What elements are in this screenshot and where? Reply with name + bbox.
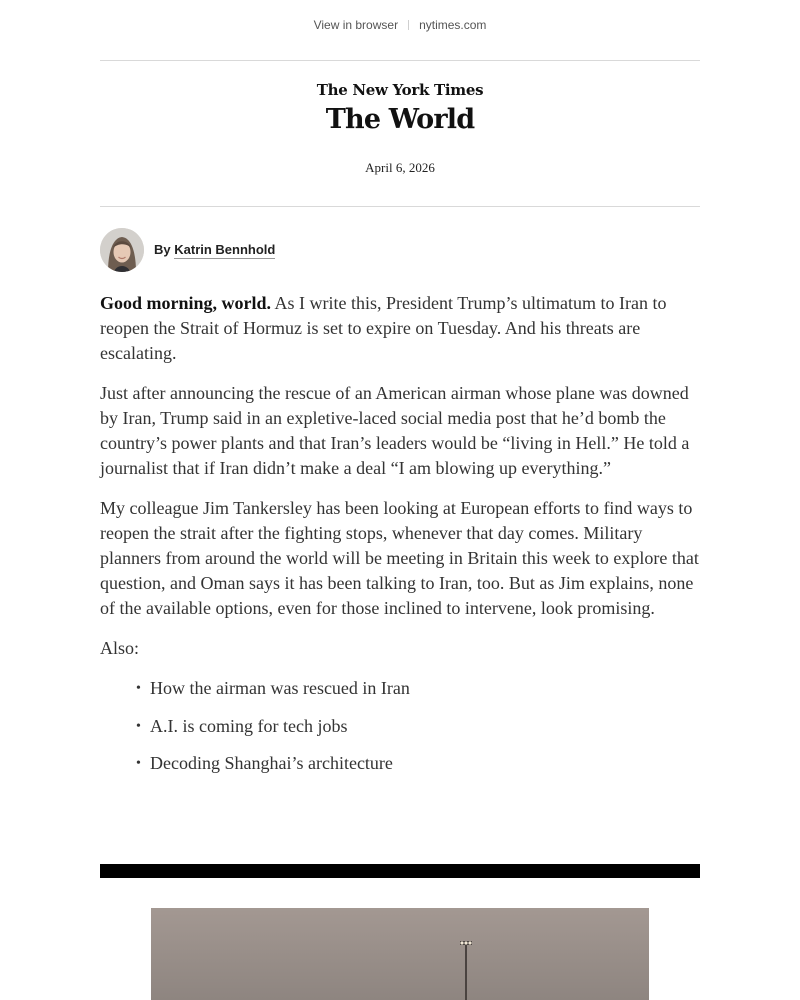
link-shanghai-architecture[interactable]: Decoding Shanghai’s architecture (150, 753, 393, 773)
byline (100, 227, 275, 272)
list-item (136, 751, 700, 776)
bullet-icon: • (136, 681, 141, 696)
bullet-icon: • (136, 718, 141, 734)
separator (408, 20, 409, 30)
byline-prefix: By (154, 242, 171, 257)
newsletter-date: April 6, 2026 (365, 160, 435, 175)
byline-text (154, 242, 275, 257)
article-photo[interactable] (151, 908, 649, 1000)
header-divider-bottom (100, 206, 700, 207)
also-label: Also: (100, 638, 140, 658)
section-divider-bar (100, 864, 700, 878)
bullet-icon: • (136, 756, 141, 771)
link-airman-rescue[interactable]: How the airman was rescued in Iran (150, 678, 410, 698)
article-body (100, 291, 700, 789)
view-in-browser-link[interactable]: View in browser (313, 18, 399, 32)
nyt-logo[interactable]: The New York Times (316, 81, 484, 99)
list-item (136, 714, 700, 739)
site-link[interactable]: nytimes.com (419, 18, 487, 32)
lead-text: As I write this, President Trump’s ultimatum to Iran to reopen the Strait of Hormuz is set to expire on Tuesday. And his threats are escalating. (100, 293, 667, 363)
floodlight-pole-image-icon (151, 908, 649, 1000)
paragraph-2: Just after announcing the rescue of an American airman whose plane was downed by Iran, Trump said in an expletive-laced social media post that he’d bomb the country’s power plants and that Iran’s leaders would be “living in Hell.” He told a journalist that if Iran didn’t make a deal “I am blowing up everything.” (100, 383, 690, 478)
also-list (100, 676, 700, 776)
author-link[interactable]: Katrin Bennhold (174, 242, 276, 257)
list-item (136, 676, 700, 701)
paragraph-3: My colleague Jim Tankersley has been looking at European efforts to find ways to reopen the strait after the fighting stops, whenever that day comes. Military planners from around the world will be meeting in Britain this week to explore that question, and Oman says it has been talking to Iran, too. But as Jim explains, none of the available options, even for those inclined to intervene, look promising. (100, 498, 699, 618)
masthead (0, 80, 800, 138)
author-portrait-icon (100, 228, 144, 272)
author-avatar (100, 228, 144, 272)
lead-greeting: Good morning, world. (100, 293, 272, 313)
header-divider-top (100, 60, 700, 61)
top-links-bar (0, 17, 800, 33)
newsletter-title: The World (325, 104, 475, 135)
link-ai-tech-jobs[interactable]: A.I. is coming for tech jobs (150, 715, 348, 736)
lead-paragraph (100, 291, 700, 366)
